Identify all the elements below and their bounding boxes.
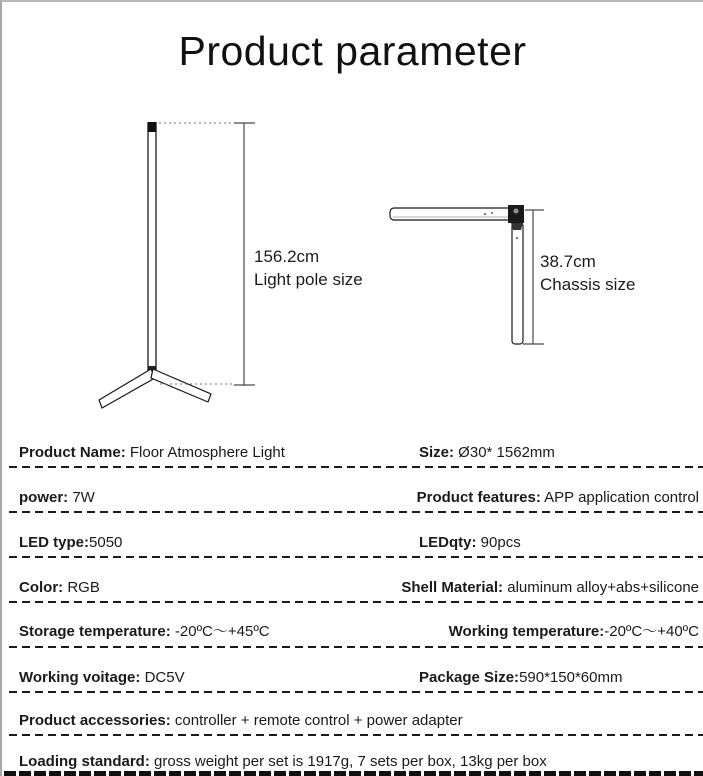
spec-value: RGB xyxy=(63,579,100,596)
spec-label: Working temperature: xyxy=(448,623,605,640)
spec-value: Floor Atmosphere Light xyxy=(125,444,285,461)
spec-led-type xyxy=(19,534,122,551)
spec-value: DC5V xyxy=(140,669,185,686)
table-row-voltage-package xyxy=(2,648,703,693)
spec-product-name xyxy=(19,444,285,461)
spec-color xyxy=(19,579,100,596)
spec-label: Size: xyxy=(419,444,455,461)
spec-package-size xyxy=(419,669,622,686)
table-row-color-shell xyxy=(2,558,703,603)
spec-label: Product Name: xyxy=(19,444,126,461)
pole-dimension-value: 156.2cm xyxy=(254,247,320,266)
spec-led-qty xyxy=(419,534,521,551)
spec-value: -20ºC～+45ºC xyxy=(170,623,270,640)
table-row-accessories xyxy=(2,693,703,736)
spec-size xyxy=(419,444,555,461)
spec-value: Ø30* 1562mm xyxy=(454,444,555,461)
spec-working-temperature xyxy=(449,620,699,641)
floor-lamp-figure xyxy=(99,122,255,408)
spec-label: power: xyxy=(19,489,69,506)
table-row-power-features xyxy=(2,468,703,513)
table-row-ledtype-ledqty xyxy=(2,513,703,558)
chassis-figure xyxy=(390,205,544,344)
spec-value: 7W xyxy=(68,489,95,506)
spec-value: APP application control xyxy=(540,489,699,506)
spec-label: Loading standard: xyxy=(19,753,150,770)
spec-label: LEDqty: xyxy=(419,534,477,551)
spec-label: LED type: xyxy=(19,534,90,551)
spec-value: controller + remote control + power adapter xyxy=(170,712,463,729)
product-diagrams xyxy=(2,2,703,422)
spec-value: 590*150*60mm xyxy=(519,669,623,686)
pole-dimension-caption: Light pole size xyxy=(254,270,363,289)
spec-value: 90pcs xyxy=(476,534,521,551)
spec-label: Product accessories: xyxy=(19,712,171,729)
spec-storage-temperature xyxy=(19,620,270,641)
table-row-product-name-size xyxy=(2,423,703,468)
table-row-storage-working-temp xyxy=(2,603,703,648)
table-row-loading-standard xyxy=(2,736,703,776)
spec-label: Color: xyxy=(19,579,64,596)
spec-label: Working voitage: xyxy=(19,669,141,686)
spec-label: Package Size: xyxy=(419,669,520,686)
bottom-edge-dashed-line xyxy=(4,771,703,776)
spec-working-voltage xyxy=(19,669,185,686)
spec-product-features xyxy=(417,489,699,506)
chassis-dimension-label xyxy=(540,250,635,296)
spec-product-accessories xyxy=(19,712,463,729)
chassis-dimension-caption: Chassis size xyxy=(540,275,636,294)
spec-label: Shell Material: xyxy=(401,579,504,596)
spec-power xyxy=(19,489,95,506)
spec-value: aluminum alloy+abs+silicone xyxy=(503,579,699,596)
spec-value: -20ºC～+40ºC xyxy=(604,623,699,640)
spec-shell-material xyxy=(401,579,699,596)
page-title: Product parameter xyxy=(178,28,527,74)
spec-loading-standard xyxy=(19,753,547,770)
spec-label: Storage temperature: xyxy=(19,623,171,640)
spec-value: gross weight per set is 1917g, 7 sets per box, 13kg per box xyxy=(149,753,547,770)
chassis-dimension-value: 38.7cm xyxy=(540,252,596,271)
pole-dimension-label xyxy=(254,245,363,291)
spec-table xyxy=(2,423,703,776)
spec-label: Product features: xyxy=(416,489,541,506)
spec-value: 5050 xyxy=(89,534,123,551)
